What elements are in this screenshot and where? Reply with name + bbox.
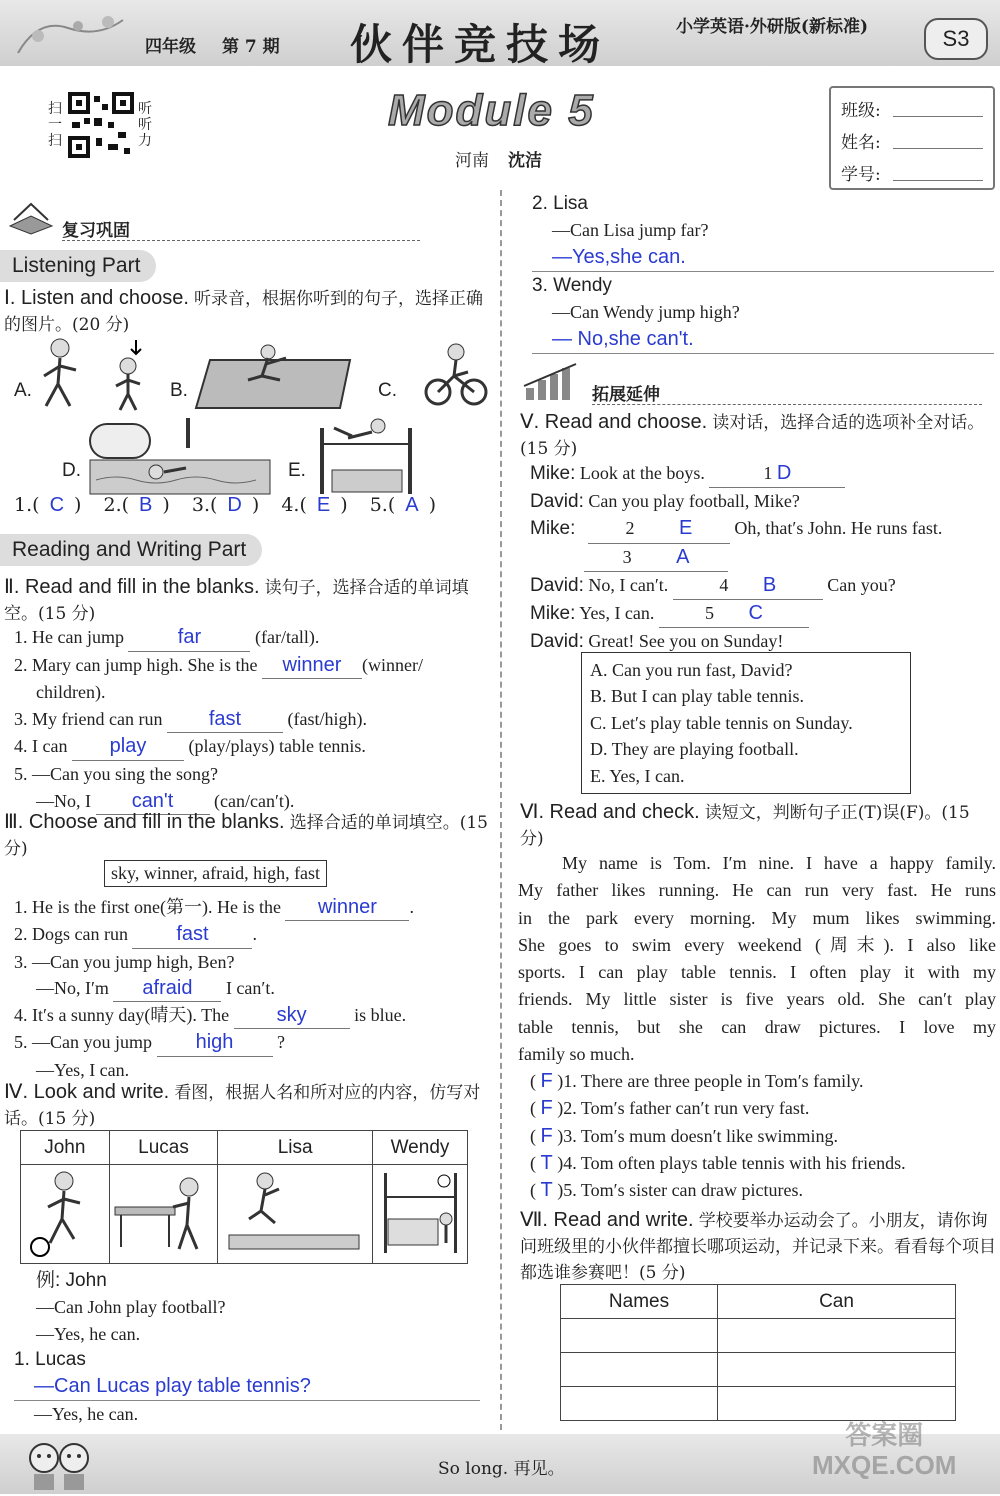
q6-item-4: ( T )4. Tom often plays table tennis with his friends. bbox=[530, 1151, 906, 1174]
q4-answer-3[interactable]: — No,she can't. bbox=[532, 326, 994, 354]
q1-answer-4[interactable]: E bbox=[316, 494, 331, 516]
passage-line-8: family so much. bbox=[518, 1044, 635, 1065]
q4-item-1 bbox=[14, 1347, 480, 1427]
q4-title: Ⅳ. Look and write. bbox=[4, 1081, 170, 1103]
q2-answer-4[interactable]: play bbox=[72, 733, 184, 761]
q5-answer-4[interactable]: B bbox=[762, 573, 777, 596]
q3-answer-1[interactable]: winner bbox=[285, 894, 409, 921]
option-letter-a: A. bbox=[14, 380, 32, 401]
q5-options-box bbox=[581, 652, 911, 794]
q2-answer-5[interactable]: can't bbox=[96, 788, 210, 816]
qr-left-text: 扫一扫 bbox=[48, 100, 62, 148]
q7-cell[interactable] bbox=[718, 1387, 956, 1421]
q1-answer-5[interactable]: A bbox=[405, 494, 419, 516]
cartoon-kids-icon bbox=[24, 1436, 94, 1492]
q5-instruction: 读对话，选择合适的选项补全对话。(15 分) bbox=[520, 413, 985, 459]
module-title: Module 5 bbox=[388, 86, 595, 135]
q4-item-3-name: 3. Wendy bbox=[532, 275, 612, 296]
passage-line-2: My father likes running. He can run very fast. He runs bbox=[518, 880, 996, 901]
q5-dialogue bbox=[530, 460, 996, 655]
example-label: 例: John bbox=[36, 1270, 107, 1291]
q6-answer-2[interactable]: F bbox=[540, 1097, 553, 1120]
long-jump-pit-picture bbox=[190, 340, 360, 412]
q5-option-c: C. Let′s play table tennis on Sunday. bbox=[590, 712, 853, 733]
page-code: S3 bbox=[942, 26, 970, 51]
q4-item-3-question: —Can Wendy jump high? bbox=[552, 302, 740, 322]
q5-answer-1[interactable]: D bbox=[776, 462, 792, 484]
passage-line-4: She goes to swim every weekend (周末). I also like bbox=[518, 934, 996, 955]
q5-line-3: Mike: 2 E Oh, that′s John. He runs fast. bbox=[530, 515, 996, 543]
q1-answer-row bbox=[14, 494, 494, 517]
example-answer: —Yes, he can. bbox=[36, 1323, 141, 1344]
q1-heading bbox=[4, 286, 494, 338]
q1-item-3: 3.( D ) bbox=[191, 494, 260, 516]
footer-text: So long. 再见。 bbox=[438, 1459, 565, 1479]
q4-name-lucas: Lucas bbox=[109, 1131, 218, 1165]
q3-answer-2[interactable]: fast bbox=[132, 921, 252, 948]
q3-title: Ⅲ. Choose and fill in the blanks. bbox=[4, 811, 285, 833]
q6-title: Ⅵ. Read and check. bbox=[520, 801, 700, 823]
q6-instruction: 读短文，判断句子正(T)误(F)。(15 分) bbox=[520, 803, 970, 849]
reading-part-title: Reading and Writing Part bbox=[0, 534, 262, 566]
q2-item-2-cont: children). bbox=[36, 682, 106, 703]
q4-item-3 bbox=[532, 272, 994, 354]
q3-item-5-reply: —Yes, I can. bbox=[36, 1059, 130, 1080]
q2-answer-1[interactable]: far bbox=[128, 624, 250, 652]
q5-line-5: David: No, I can′t. 4 B Can you? bbox=[530, 572, 996, 600]
q3-heading bbox=[4, 810, 494, 862]
q2-list bbox=[14, 624, 494, 815]
flower-decoration-icon bbox=[8, 8, 128, 60]
q4-name-john: John bbox=[21, 1131, 110, 1165]
q7-cell[interactable] bbox=[561, 1387, 718, 1421]
q3-answer-4[interactable]: sky bbox=[234, 1002, 350, 1029]
q6-judgements bbox=[530, 1068, 996, 1204]
passage-line-6: friends. My little sister is five years old. She can′t play bbox=[518, 989, 996, 1010]
example-question: —Can John play football? bbox=[36, 1297, 226, 1318]
q4-item-2 bbox=[532, 190, 994, 272]
q1-title: Ⅰ. Listen and choose. bbox=[4, 287, 189, 309]
q7-heading bbox=[520, 1208, 996, 1286]
q6-answer-4[interactable]: T bbox=[540, 1151, 553, 1174]
name-label: 姓名: bbox=[841, 133, 881, 153]
q3-word-box: sky, winner, afraid, high, fast bbox=[104, 860, 327, 887]
q3-answer-5[interactable]: high bbox=[157, 1029, 273, 1056]
q5-line-4: 3 A bbox=[530, 544, 996, 572]
option-letter-c: C. bbox=[378, 380, 397, 401]
long-jump-picture bbox=[218, 1165, 373, 1264]
q2-item-3: 3. My friend can run fast (fast/high). bbox=[14, 706, 494, 734]
author-name: 沈洁 bbox=[508, 151, 542, 171]
q7-cell[interactable] bbox=[718, 1319, 956, 1353]
q5-answer-3[interactable]: A bbox=[676, 545, 690, 568]
qr-code-icon bbox=[68, 92, 134, 158]
q1-answer-2[interactable]: B bbox=[139, 494, 153, 516]
q3-item-3-answer: —No, I′m afraid I can′t. bbox=[14, 975, 494, 1002]
q2-instruction: 读句子，选择合适的单词填空。(15 分) bbox=[4, 578, 469, 624]
running-boys-picture bbox=[36, 336, 156, 412]
watermark-logo: 答案圈 MXQE.COM bbox=[812, 1420, 957, 1480]
q2-item-5-answer: —No, I can't (can/can′t). bbox=[14, 788, 494, 816]
option-letter-e: E. bbox=[288, 460, 306, 481]
passage-line-3: in the park every morning. My mum likes swimming. bbox=[518, 907, 996, 928]
q2-item-2: 2. Mary can jump high. She is the winner (winner/ bbox=[14, 652, 494, 680]
q1-item-5: 5.( A ) bbox=[369, 494, 437, 516]
q6-answer-1[interactable]: F bbox=[540, 1070, 553, 1092]
q5-option-b: B. But I can play table tennis. bbox=[590, 686, 804, 707]
q5-line-2: David: Can you play football, Mike? bbox=[530, 491, 800, 513]
issue-label: 第 7 期 bbox=[222, 37, 280, 57]
q6-item-5: ( T )5. Tom′s sister can draw pictures. bbox=[530, 1179, 804, 1202]
q6-passage bbox=[518, 850, 996, 1068]
q3-instruction: 选择合适的单词填空。(15 分) bbox=[4, 813, 488, 859]
q3-item-2: 2. Dogs can run fast . bbox=[14, 921, 494, 948]
id-field[interactable] bbox=[893, 180, 983, 181]
passage-line-5: sports. I can play table tennis. I often play it with my bbox=[518, 962, 996, 983]
high-jump-picture-2 bbox=[373, 1165, 468, 1264]
q3-item-1: 1. He is the first one(第一). He is the winner . bbox=[14, 894, 494, 921]
q7-cell[interactable] bbox=[718, 1353, 956, 1387]
q5-option-d: D. They are playing football. bbox=[590, 739, 799, 760]
q7-cell[interactable] bbox=[561, 1353, 718, 1387]
class-label: 班级: bbox=[841, 101, 881, 121]
q4-instruction: 看图，根据人名和所对应的内容，仿写对话。(15 分) bbox=[4, 1083, 481, 1129]
cycling-boy-picture bbox=[424, 342, 488, 408]
q6-answer-5[interactable]: T bbox=[540, 1179, 553, 1202]
q2-title: Ⅱ. Read and fill in the blanks. bbox=[4, 576, 260, 598]
subject-label: 小学英语·外研版(新标准) bbox=[676, 17, 869, 37]
q7-title: Ⅶ. Read and write. bbox=[520, 1209, 694, 1231]
q6-heading bbox=[520, 800, 996, 852]
q5-line-1: Mike: Look at the boys. 1 D bbox=[530, 460, 996, 488]
q7-header-can: Can bbox=[718, 1285, 956, 1319]
q2-item-5: 5. —Can you sing the song? bbox=[14, 763, 218, 784]
q5-answer-2[interactable]: E bbox=[678, 517, 693, 540]
q3-item-5: 5. —Can you jump high ? bbox=[14, 1029, 494, 1056]
q3-list bbox=[14, 894, 494, 1083]
q5-option-e: E. Yes, I can. bbox=[590, 765, 685, 786]
q5-heading bbox=[520, 410, 996, 462]
football-picture bbox=[21, 1165, 110, 1264]
q4-name-wendy: Wendy bbox=[373, 1131, 468, 1165]
qr-right-text: 听听力 bbox=[138, 100, 152, 148]
q2-item-1: 1. He can jump far (far/tall). bbox=[14, 624, 494, 652]
q4-item-1-name: 1. Lucas bbox=[14, 1349, 86, 1370]
q1-item-1: 1.( C ) bbox=[14, 494, 82, 516]
q3-answer-3[interactable]: afraid bbox=[113, 975, 221, 1002]
q4-answer-2[interactable]: —Yes,she can. bbox=[532, 244, 994, 272]
q4-heading bbox=[4, 1080, 494, 1132]
q6-item-2: ( F )2. Tom′s father can′t run very fast. bbox=[530, 1097, 810, 1120]
q4-item-1-reply: —Yes, he can. bbox=[34, 1403, 139, 1424]
paper-title: 伙伴竞技场 bbox=[350, 20, 611, 69]
passage-line-1: My name is Tom. I′m nine. I have a happy family. bbox=[562, 853, 996, 873]
q5-answer-5[interactable]: C bbox=[748, 602, 763, 625]
review-label: 复习巩固 bbox=[62, 221, 130, 241]
q7-record-table bbox=[560, 1284, 956, 1421]
q6-answer-3[interactable]: F bbox=[540, 1124, 553, 1147]
q2-item-4: 4. I can play (play/plays) table tennis. bbox=[14, 733, 494, 761]
q1-answer-3[interactable]: D bbox=[227, 494, 242, 516]
table-tennis-picture bbox=[109, 1165, 218, 1264]
class-field[interactable] bbox=[893, 116, 983, 117]
book-icon bbox=[6, 196, 56, 236]
q2-heading bbox=[4, 575, 494, 627]
q1-item-2: 2.( B ) bbox=[103, 494, 170, 516]
q1-answer-1[interactable]: C bbox=[49, 494, 65, 516]
q3-item-3: 3. —Can you jump high, Ben? bbox=[14, 951, 235, 972]
q5-title: Ⅴ. Read and choose. bbox=[520, 411, 708, 433]
q2-answer-3[interactable]: fast bbox=[167, 706, 283, 734]
passage-line-7: table tennis, but she can draw pictures. I love my bbox=[518, 1016, 996, 1037]
q1-item-4: 4.( E ) bbox=[281, 494, 348, 516]
q7-instruction: 学校要举办运动会了。小朋友，请你询问班级里的小伙伴都擅长哪项运动，并记录下来。看看每个项目都选谁参赛吧！(5 分) bbox=[520, 1211, 996, 1283]
q4-item-2-name: 2. Lisa bbox=[532, 193, 588, 214]
author-region: 河南 bbox=[455, 151, 489, 171]
growth-chart-icon bbox=[520, 362, 586, 402]
student-info-box bbox=[829, 86, 995, 190]
q5-line-6: Mike: Yes, I can. 5 C bbox=[530, 600, 996, 628]
q4-name-lisa: Lisa bbox=[218, 1131, 373, 1165]
grade-label: 四年级 bbox=[145, 37, 196, 57]
review-arrow bbox=[62, 240, 420, 241]
q6-item-3: ( F )3. Tom′s mum doesn′t like swimming. bbox=[530, 1124, 839, 1147]
q7-cell[interactable] bbox=[561, 1319, 718, 1353]
q1-instruction: 听录音，根据你听到的句子，选择正确的图片。(20 分) bbox=[4, 289, 484, 335]
q6-item-1: ( F )1. There are three people in Tom′s family. bbox=[530, 1070, 864, 1092]
q4-item-2-question: —Can Lisa jump far? bbox=[552, 220, 709, 240]
high-jump-picture bbox=[312, 414, 418, 498]
q4-picture-table bbox=[20, 1130, 468, 1264]
option-letter-d: D. bbox=[62, 460, 81, 481]
extend-label: 拓展延伸 bbox=[592, 385, 660, 405]
q7-header-names: Names bbox=[561, 1285, 718, 1319]
q2-answer-2[interactable]: winner bbox=[262, 652, 362, 680]
extend-arrow bbox=[592, 404, 982, 405]
q3-item-4: 4. It′s a sunny day(晴天). The sky is blue. bbox=[14, 1002, 494, 1029]
name-field[interactable] bbox=[893, 148, 983, 149]
q4-example bbox=[36, 1268, 225, 1347]
option-letter-b: B. bbox=[170, 380, 188, 401]
q5-option-a: A. Can you run fast, David? bbox=[590, 660, 793, 680]
id-label: 学号: bbox=[841, 165, 881, 185]
listening-part-title: Listening Part bbox=[0, 250, 156, 282]
column-divider bbox=[500, 190, 502, 1430]
page-code-badge bbox=[924, 18, 988, 60]
q5-line-7: David: Great! See you on Sunday! bbox=[530, 631, 784, 653]
swimming-picture bbox=[86, 416, 272, 496]
q4-answer-1[interactable]: —Can Lucas play table tennis? bbox=[14, 1373, 480, 1400]
